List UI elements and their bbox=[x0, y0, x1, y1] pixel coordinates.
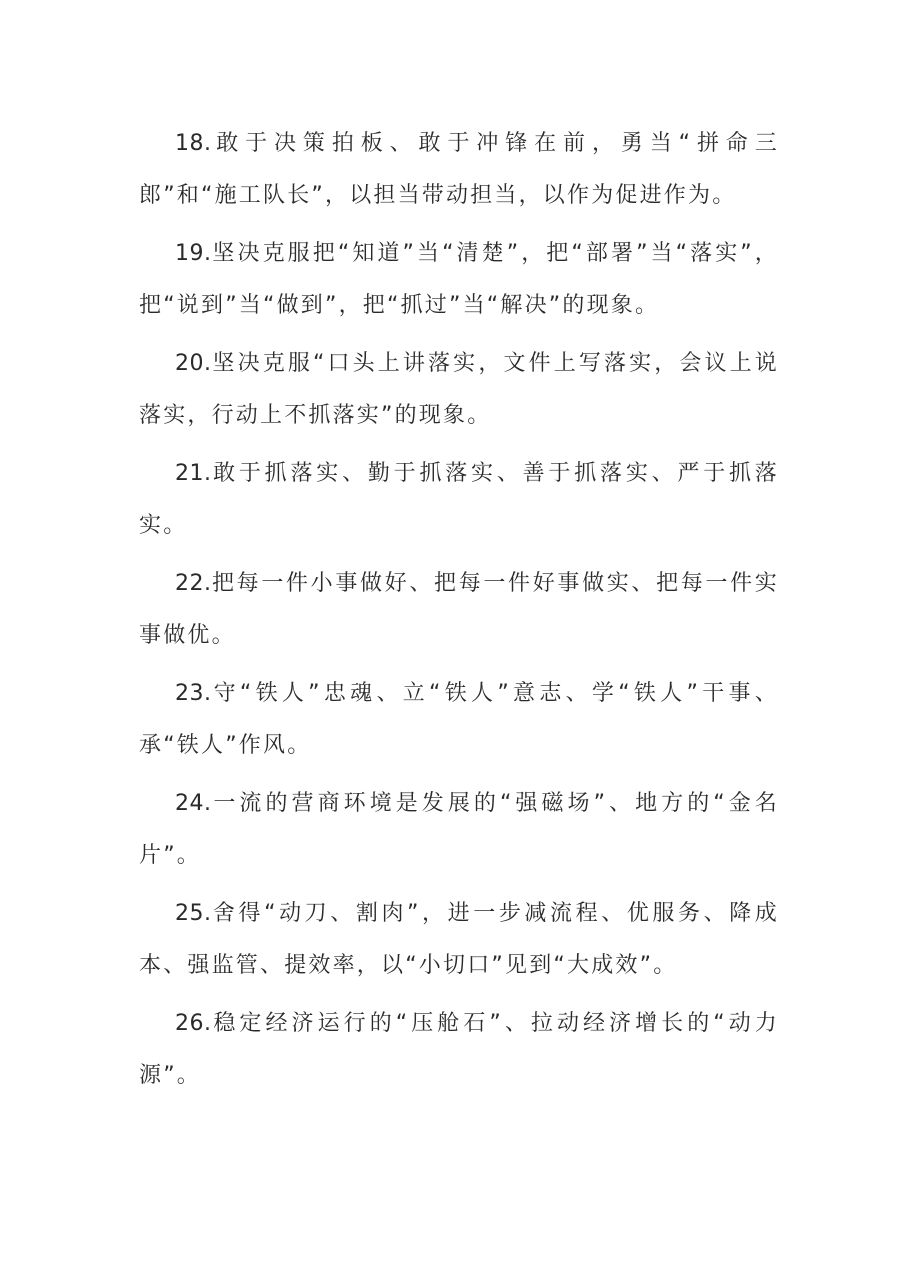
paragraph-text: 坚决克服把“知道”当“清楚”，把“部署”当“落实”，把“说到”当“做到”，把“抓过”当“解决”的现象。 bbox=[139, 241, 779, 318]
paragraph-text: 稳定经济运行的“压舱石”、拉动经济增长的“动力源”。 bbox=[139, 1011, 779, 1088]
paragraph-22 bbox=[139, 558, 779, 662]
paragraph-21 bbox=[139, 448, 779, 552]
paragraph-number: 19. bbox=[175, 241, 212, 266]
paragraph-number: 22. bbox=[175, 571, 212, 596]
paragraph-number: 18. bbox=[175, 131, 212, 156]
paragraph-20 bbox=[139, 338, 779, 442]
paragraph-number: 21. bbox=[175, 461, 212, 486]
paragraph-text: 守“铁人”忠魂、立“铁人”意志、学“铁人”干事、承“铁人”作风。 bbox=[139, 681, 779, 758]
paragraph-18 bbox=[139, 118, 779, 222]
paragraph-text: 一流的营商环境是发展的“强磁场”、地方的“金名片”。 bbox=[139, 791, 779, 868]
paragraph-25 bbox=[139, 888, 779, 992]
paragraph-26 bbox=[139, 998, 779, 1102]
paragraph-text: 坚决克服“口头上讲落实，文件上写落实，会议上说落实，行动上不抓落实”的现象。 bbox=[139, 351, 779, 428]
paragraph-23 bbox=[139, 668, 779, 772]
paragraph-text: 敢于抓落实、勤于抓落实、善于抓落实、严于抓落实。 bbox=[139, 461, 779, 538]
paragraph-number: 26. bbox=[175, 1011, 212, 1036]
paragraph-text: 敢于决策拍板、敢于冲锋在前，勇当“拼命三郎”和“施工队长”，以担当带动担当，以作为促进作为。 bbox=[139, 131, 779, 208]
paragraph-number: 23. bbox=[175, 681, 212, 706]
paragraph-number: 25. bbox=[175, 901, 212, 926]
document-body bbox=[139, 118, 779, 1108]
paragraph-number: 20. bbox=[175, 351, 212, 376]
paragraph-19 bbox=[139, 228, 779, 332]
paragraph-24 bbox=[139, 778, 779, 882]
paragraph-text: 把每一件小事做好、把每一件好事做实、把每一件实事做优。 bbox=[139, 571, 779, 648]
paragraph-text: 舍得“动刀、割肉”，进一步减流程、优服务、降成本、强监管、提效率，以“小切口”见到“大成效”。 bbox=[139, 901, 779, 978]
paragraph-number: 24. bbox=[175, 791, 212, 816]
